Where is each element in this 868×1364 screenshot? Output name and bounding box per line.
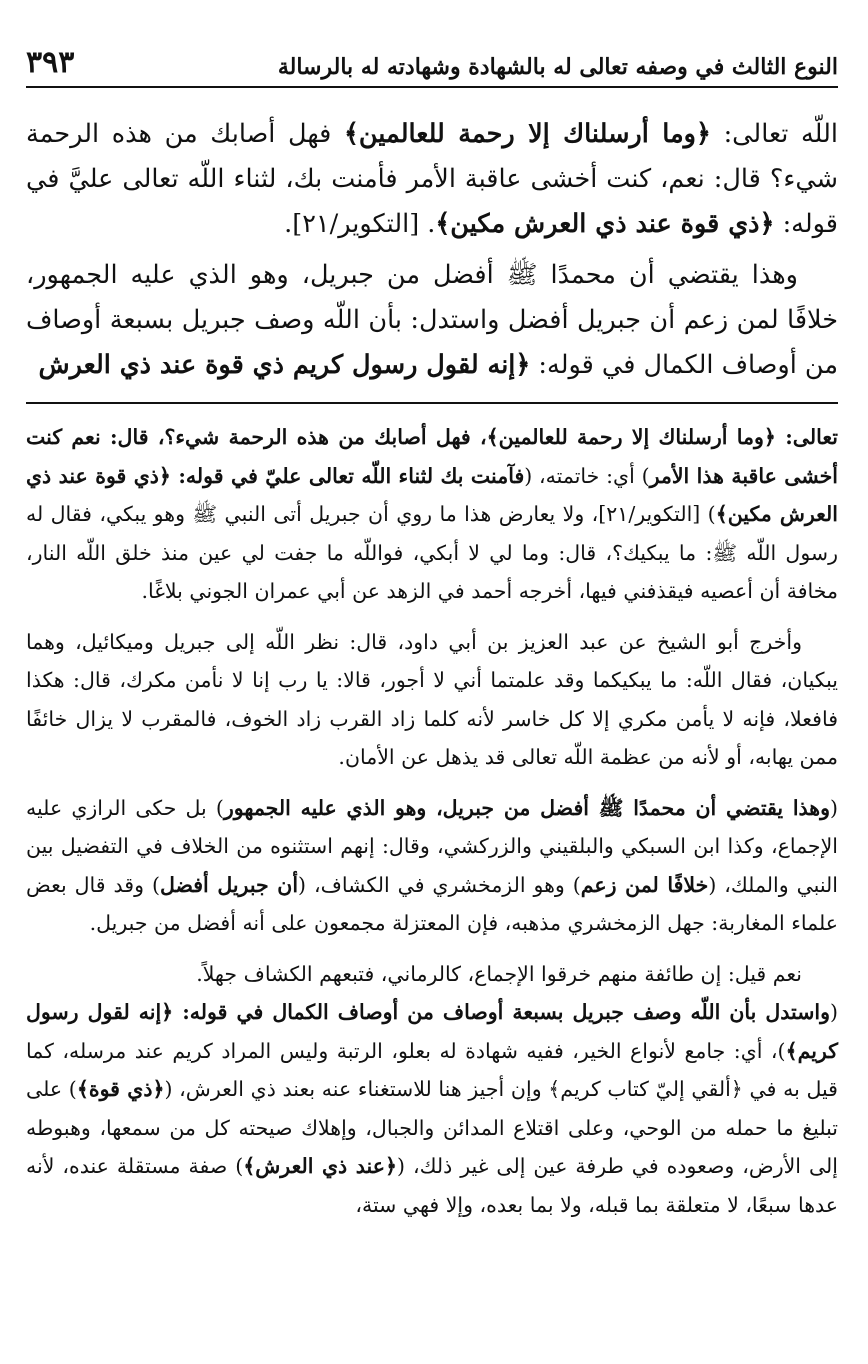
commentary-paragraph	[26, 418, 838, 611]
bold-text-run: ﴿وما أرسلناك إلا رحمة للعالمين﴾	[343, 119, 711, 149]
page-number: ٣٩٣	[26, 45, 75, 80]
text-run: ) بل حكى الرازي عليه الإجماع، وكذا ابن السبكي والبلقيني والزركشي، وقال: إنهم استثنوه من الخلاف في التفضيل بين النبي والملك، (	[26, 795, 838, 897]
commentary-paragraph: وأخرج أبو الشيخ عن عبد العزيز بن أبي داود، قال: نظر اللّه إلى جبريل وميكائيل، وهما يبكيان، فقال اللّه: ما يبكيكما وقد علمتما أني لا أجور، قالا: يا رب إنا لا نأمن مكرك، قال: هكذا فافعلا، فإنه لا يأمن مكري إلا كل خاسر لأنه كلما زاد القرب زاد الخوف، فالمقرب لا يزال خائفًا ممن يهابه، أو لأنه من عظمة اللّه تعالى قد يذهل عن الأمان.	[26, 629, 838, 769]
page-header	[26, 44, 838, 88]
running-title: النوع الثالث في وصفه تعالى له بالشهادة وشهادته له بالرسالة	[277, 54, 838, 80]
main-paragraph	[26, 253, 838, 388]
bold-text-run: تعالى:	[775, 425, 838, 449]
bold-text-run: ﴿وما أرسلناك إلا رحمة للعالمين﴾، فهل أصابك من هذه الرحمة شيء؟، قال: نعم كنت أخشى عاقبة هذا الأمر	[26, 425, 838, 488]
text-run: ) وقد قال بعض علماء المغاربة: جهل الزمخشري مذهبه، فإن المعتزلة مجمعون على أنه أفضل من جبريل.	[26, 872, 838, 935]
bold-text-run: ﴿عند ذي العرش﴾	[243, 1154, 397, 1178]
commentary-paragraph: نعم قيل: إن طائفة منهم خرقوا الإجماع، كالرماني، فتبعهم الكشاف جهلاً.	[196, 961, 802, 986]
commentary-paragraph	[26, 993, 838, 1224]
text-run: فهل أصابك من هذه الرحمة شيء؟ قال: نعم، كنت أخشى عاقبة الأمر فأمنت بك، لثناء اللّه تعالى عليَّ في قوله:	[26, 119, 838, 239]
main-text	[26, 112, 838, 388]
text-run: (	[830, 795, 838, 820]
footnote-separator	[26, 402, 838, 404]
commentary-paragraph	[26, 789, 838, 943]
text-run: اللّه تعالى:	[710, 119, 838, 149]
bold-text-run: وهذا يقتضي أن محمدًا ﷺ أفضل من جبريل، وهو الذي عليه الجمهور	[223, 795, 830, 820]
text-run: ) أي: خاتمته، (	[524, 463, 650, 488]
text-run: وهذا يقتضي أن محمدًا ﷺ أفضل من جبريل، وهو الذي عليه الجمهور، خلافًا لمن زعم أن جبريل أفضل واستدل: بأن اللّه وصف جبريل بسبعة أوصاف من أوصاف الكمال في قوله:	[26, 260, 838, 380]
bold-text-run: ﴿ذي قوة عند ذي العرش مكين﴾	[435, 209, 775, 239]
bold-text-run: ﴿ذي قوة﴾	[76, 1077, 165, 1101]
text-run: )، أي: جامع لأنواع الخير، ففيه شهادة له بعلو، الرتبة وليس المراد كريم عند مرسله، كما قيل به في ﴿ألقي إليّ كتاب كريم﴾ وإن أجيز هنا للاستغناء عنه بعند ذي العرش، (	[26, 1038, 838, 1101]
bold-text-run: أن جبريل أفضل	[159, 872, 299, 897]
bold-text-run: فآمنت بك لثناء اللّه تعالى عليّ في قوله: ﴿ذي قوة عند ذي العرش مكين﴾	[26, 463, 838, 526]
main-paragraph	[26, 112, 838, 247]
text-run: ) [التكوير/٢١]، ولا يعارض هذا ما روي أن جبريل أتى النبي ﷺ وهو يبكي، فقال له رسول اللّه ﷺ: ما يبكيك؟، قال: وما لي لا أبكي، فواللّه ما جفت لي عين منذ خلق اللّه النار، مخافة أن أعصيه فيقذفني فيها، أخرجه أحمد في الزهد عن أبي عمران الجوني بلاغًا.	[26, 502, 838, 603]
text-run: . [التكوير/٢١].	[284, 209, 436, 239]
text-run: ) على تبليغ ما حمله من الوحي، وعلى اقتلاع المدائن والجبال، وإهلاك صيحته كل من سمعها، وهبوطه إلى الأرض، وصعوده في طرفة عين إلى غير ذلك، (	[26, 1077, 838, 1178]
commentary-text	[26, 418, 838, 1224]
text-run: (	[830, 1000, 838, 1024]
bold-text-run: ﴿إنه لقول رسول كريم ذي قوة عند ذي العرش	[38, 350, 531, 380]
text-run: ) وهو الزمخشري في الكشاف، (	[298, 872, 581, 897]
bold-text-run: خلافًا لمن زعم	[580, 872, 709, 897]
bold-text-run: واستدل بأن اللّه وصف جبريل بسبعة أوصاف من أوصاف الكمال في قوله: ﴿إنه لقول رسول كريم﴾	[26, 1000, 838, 1063]
text-run: ) صفة مستقلة عنده، لأنه عدها سبعًا، لا متعلقة بما قبله، ولا بما بعده، وإلا فهي ستة،	[26, 1154, 838, 1217]
